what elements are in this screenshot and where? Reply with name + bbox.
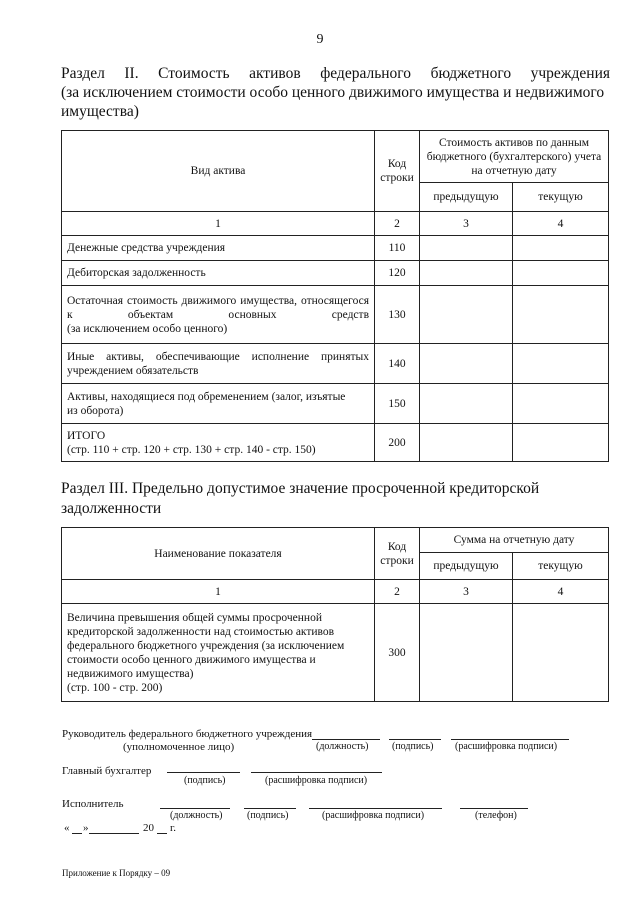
table-row	[62, 261, 609, 286]
value-previous[interactable]	[420, 424, 513, 462]
executor-phone-line[interactable]	[460, 808, 528, 809]
value-current[interactable]	[513, 384, 609, 424]
table-row-total	[62, 424, 609, 462]
value-previous[interactable]	[420, 384, 513, 424]
date-open-quote: «	[64, 822, 70, 834]
caption-phone: (телефон)	[475, 810, 517, 821]
header-cost-group: Стоимость активов по данным бюджетного (бухгалтерского) учета на отчетную дату	[420, 131, 609, 183]
col-number: 1	[62, 212, 375, 236]
value-previous[interactable]	[420, 286, 513, 344]
row-label: Величина превышения общей суммы просроченной кредиторской задолженности над стоимостью активов федерального бюджетного учреждения (за исключением стоимости особо ценного движимого имущества и недвижимого имущества) (стр. 100 - стр. 200)	[62, 604, 375, 702]
chief-accountant-label: Главный бухгалтер	[62, 765, 152, 777]
date-month-line[interactable]	[89, 833, 139, 834]
section2-title-line3: имущества)	[61, 103, 139, 120]
value-current[interactable]	[513, 261, 609, 286]
table-row	[62, 344, 609, 384]
header-current: текущую	[513, 183, 609, 212]
section2-title-line2: (за исключением стоимости особо ценного движимого имущества и недвижимого	[61, 84, 605, 101]
head-label: Руководитель федерального бюджетного учреждения	[62, 728, 313, 740]
value-current[interactable]	[513, 286, 609, 344]
caption-signature: (подпись)	[392, 741, 434, 752]
caption-position: (должность)	[170, 810, 223, 821]
row-code: 120	[375, 261, 420, 286]
row-label: Дебиторская задолженность	[62, 261, 375, 286]
executor-position-line[interactable]	[160, 808, 230, 809]
value-current[interactable]	[513, 424, 609, 462]
table-row	[62, 604, 609, 702]
page-number: 9	[316, 32, 324, 47]
header-sum-group: Сумма на отчетную дату	[420, 528, 609, 553]
row-code: 200	[375, 424, 420, 462]
head-position-line[interactable]	[312, 739, 380, 740]
col-number: 4	[513, 580, 609, 604]
header-code: Код строки	[375, 131, 420, 212]
payables-table	[61, 527, 609, 702]
col-number: 3	[420, 212, 513, 236]
col-number: 4	[513, 212, 609, 236]
value-previous[interactable]	[420, 344, 513, 384]
row-label: Иные активы, обеспечивающие исполнение принятых учреждением обязательств	[62, 344, 375, 384]
head-label-sub: (уполномоченное лицо)	[123, 741, 235, 753]
header-asset-type: Вид актива	[62, 131, 375, 212]
header-indicator: Наименование показателя	[62, 528, 375, 580]
section3-title-line2: задолженности	[61, 500, 162, 517]
head-decoding-line[interactable]	[451, 739, 569, 740]
date-close-quote: »	[83, 822, 89, 834]
value-current[interactable]	[513, 604, 609, 702]
col-number: 3	[420, 580, 513, 604]
executor-signature-line[interactable]	[244, 808, 296, 809]
header-current: текущую	[513, 553, 609, 580]
assets-table	[61, 130, 609, 462]
head-signature-line[interactable]	[389, 739, 441, 740]
row-label: ИТОГО (стр. 110 + стр. 120 + стр. 130 + стр. 140 - стр. 150)	[62, 424, 375, 462]
row-code: 300	[375, 604, 420, 702]
caption-decoding: (расшифровка подписи)	[265, 775, 368, 786]
date-day-line[interactable]	[72, 833, 82, 834]
caption-decoding: (расшифровка подписи)	[455, 741, 558, 752]
date-year-prefix: 20	[143, 822, 154, 834]
col-number: 1	[62, 580, 375, 604]
header-code: Код строки	[375, 528, 420, 580]
table-row	[62, 286, 609, 344]
table-row	[62, 384, 609, 424]
header-previous: предыдущую	[420, 553, 513, 580]
col-number: 2	[375, 580, 420, 604]
section2-title: Раздел II. Стоимость активов федерального бюджетного учреждения	[61, 65, 610, 82]
row-label: Остаточная стоимость движимого имущества, относящегося к объектам основных средств (за исключением особо ценного)	[62, 286, 375, 344]
executor-label: Исполнитель	[62, 798, 124, 810]
footer-note: Приложение к Порядку – 09	[62, 868, 171, 878]
value-previous[interactable]	[420, 604, 513, 702]
caption-decoding: (расшифровка подписи)	[322, 810, 425, 821]
chief-signature-line[interactable]	[167, 772, 240, 773]
header-previous: предыдущую	[420, 183, 513, 212]
date-year-line[interactable]	[157, 833, 167, 834]
col-number: 2	[375, 212, 420, 236]
table-row	[62, 236, 609, 261]
row-label: Активы, находящиеся под обременением (залог, изъятые из оборота)	[62, 384, 375, 424]
section3-title: Раздел III. Предельно допустимое значение просроченной кредиторской	[61, 480, 540, 497]
row-code: 140	[375, 344, 420, 384]
row-label: Денежные средства учреждения	[62, 236, 375, 261]
value-current[interactable]	[513, 236, 609, 261]
executor-decoding-line[interactable]	[309, 808, 442, 809]
caption-signature: (подпись)	[184, 775, 226, 786]
row-code: 150	[375, 384, 420, 424]
date-year-suffix: г.	[170, 822, 177, 834]
row-code: 110	[375, 236, 420, 261]
value-previous[interactable]	[420, 261, 513, 286]
value-previous[interactable]	[420, 236, 513, 261]
caption-position: (должность)	[316, 741, 369, 752]
row-code: 130	[375, 286, 420, 344]
value-current[interactable]	[513, 344, 609, 384]
chief-decoding-line[interactable]	[251, 772, 382, 773]
caption-signature: (подпись)	[247, 810, 289, 821]
